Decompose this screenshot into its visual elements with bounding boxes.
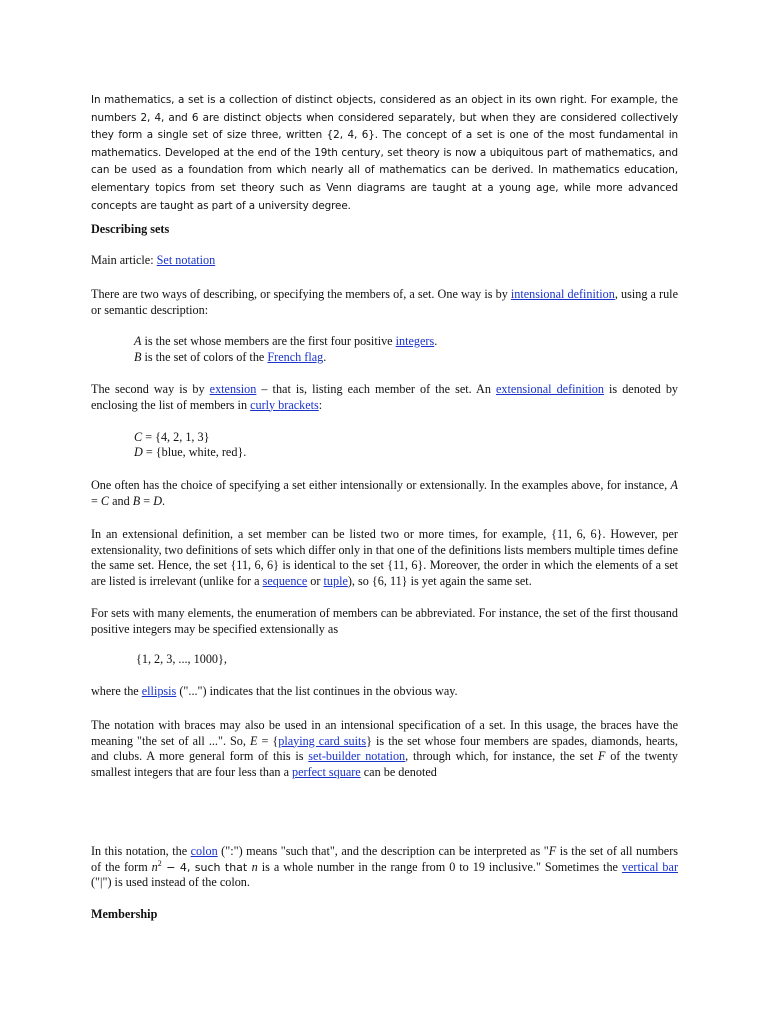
paragraph-extension [91, 382, 678, 413]
var-n: n [151, 859, 158, 874]
paragraph-choice [91, 478, 678, 509]
section-heading-membership: Membership [91, 907, 158, 921]
link-playing-card-suits[interactable]: playing card suits [278, 733, 367, 748]
var-e: E [249, 733, 258, 748]
link-colon[interactable]: colon [190, 844, 218, 858]
var-b: B [134, 350, 142, 364]
text-run: There are two ways of describing, or specifying the members of, a set. One way is by [91, 287, 511, 301]
text-run: − 4, such that [161, 860, 252, 874]
link-ellipsis[interactable]: ellipsis [141, 684, 177, 698]
paragraph-two-ways [91, 287, 678, 318]
link-integers[interactable]: integers [395, 334, 435, 348]
paragraph-many-elements: For sets with many elements, the enumeration of members can be abbreviated. For instance, the set of the first thousand positive integers may be specified extensionally as [91, 606, 678, 636]
var-c: C [100, 493, 110, 508]
example-set-c [134, 430, 654, 446]
var-f: F [597, 749, 606, 764]
link-curly-brackets[interactable]: curly brackets [250, 397, 319, 412]
paragraph-braces [91, 718, 678, 780]
var-n: n [251, 859, 258, 874]
link-french-flag[interactable]: French flag [267, 350, 324, 364]
var-a: A [134, 334, 142, 348]
text-run: , through which, for instance, the set [405, 749, 598, 764]
text-run: In an extensional definition, a set member can be listed two or more times, for example, {11, 6, 6}. However, per extensionality, two definitions of sets which differ only in that one of the definitions lists members multiple times define the same set. Hence, the set {11, 6, 6} is identical to the set {11, 6}. Moreover, the order in which the elements of a set are listed is irrelevant (unlike for a [91, 527, 678, 588]
paragraph-extensional-repeats [91, 527, 678, 589]
text-run: is the set of colors of the [141, 350, 268, 364]
text-run: . [434, 334, 438, 348]
text-run: ), so {6, 11} is yet again the same set. [347, 573, 532, 588]
text-run: . [162, 493, 166, 508]
text-run: = {blue, white, red}. [142, 445, 247, 459]
text-run: ("|") is used instead of the colon. [91, 875, 250, 890]
var-b: B [132, 493, 141, 508]
text-run: = [91, 493, 101, 508]
link-sequence[interactable]: sequence [262, 573, 308, 588]
text-run: The notation with braces may also be used in an intensional specification of a set. In this usage, the braces have the meaning "the set of all ...". So, [91, 718, 678, 748]
intro-paragraph: In mathematics, a set is a collection of distinct objects, considered as an object in its own right. For example, the numbers 2, 4, and 6 are distinct objects when considered separately, but when they are considered collectively they form a single set of size three, written {2, 4, 6}. The concept of a set is one of the most fundamental in mathematics. Developed at the end of the 19th century, set theory is now a ubiquitous part of mathematics, and can be used as a foundation from which nearly all of mathematics can be derived. In mathematics education, elementary topics from set theory such as Venn diagrams are taught at a young age, while more advanced concepts are taught as part of a university degree. [91, 94, 678, 212]
var-d: D [153, 493, 162, 508]
text-run: or [307, 573, 324, 588]
text-run: is a whole number in the range from 0 to 19 inclusive." Sometimes the [257, 859, 622, 874]
link-extensional-definition[interactable]: extensional definition [496, 382, 604, 396]
text-run: can be denoted [360, 764, 437, 779]
link-extension[interactable]: extension [209, 382, 257, 396]
main-article-prefix: Main article: [91, 253, 157, 267]
text-run: (":") means "such that", and the description can be interpreted as " [217, 844, 549, 858]
var-a: A [670, 478, 678, 492]
example-set-a [134, 334, 654, 350]
example-set-d [134, 445, 654, 461]
section-heading-describing-sets: Describing sets [91, 222, 170, 236]
paragraph-ellipsis [91, 684, 678, 700]
var-d: D [134, 445, 143, 459]
main-article-line [91, 253, 678, 269]
link-tuple[interactable]: tuple [323, 573, 348, 588]
text-run: is denoted by enclosing the list of members in [91, 382, 679, 412]
link-set-notation[interactable]: Set notation [156, 253, 216, 267]
paragraph-colon-notation [91, 844, 678, 891]
example-set-b [134, 350, 654, 366]
text-run: = {4, 2, 1, 3} [142, 430, 210, 444]
text-run: is the set whose members are the first four positive [141, 334, 396, 348]
text-run: ("...") indicates that the list continues in the obvious way. [176, 684, 458, 698]
example-range: {1, 2, 3, ..., 1000}, [136, 652, 227, 666]
text-run: and [109, 493, 133, 508]
text-run: = { [257, 733, 279, 748]
text-run: : [318, 397, 323, 412]
text-run: = [140, 493, 154, 508]
text-run: . [323, 350, 327, 364]
text-run: } is the set whose four members are spades, diamonds, hearts, and clubs. A more general form of this is [91, 733, 678, 764]
var-f: F [548, 844, 557, 858]
text-run: – that is, listing each member of the set. An [256, 382, 497, 396]
link-intensional-definition[interactable]: intensional definition [510, 287, 615, 301]
text-run: of the twenty smallest integers that are four less than a [91, 749, 678, 779]
exponent: 2 [157, 858, 162, 868]
var-c: C [134, 430, 143, 444]
text-run: is the set of all numbers of the form [91, 844, 679, 874]
text-run: where the [91, 684, 142, 698]
text-run: In this notation, the [91, 844, 191, 858]
text-run: The second way is by [91, 382, 210, 396]
text-run: , using a rule or semantic description: [91, 287, 678, 317]
link-perfect-square[interactable]: perfect square [292, 764, 361, 779]
link-vertical-bar[interactable]: vertical bar [621, 859, 678, 874]
link-set-builder-notation[interactable]: set-builder notation [308, 749, 406, 764]
text-run: One often has the choice of specifying a set either intensionally or extensionally. In the examples above, for instance, [91, 478, 671, 492]
